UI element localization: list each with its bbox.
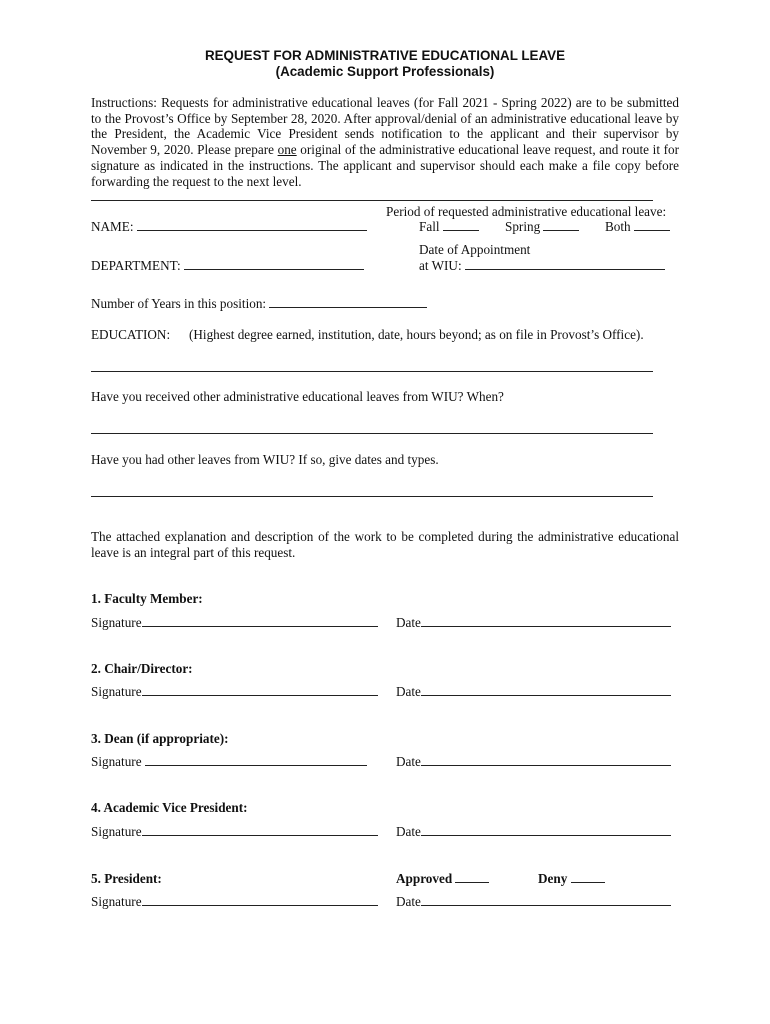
appointment-input-line[interactable]	[465, 258, 665, 270]
date-label: Date	[396, 894, 421, 909]
name-label: NAME:	[91, 219, 134, 234]
other-admin-leaves-question: Have you received other administrative educational leaves from WIU? When?	[91, 389, 504, 404]
both-label: Both	[605, 219, 631, 234]
deny-label: Deny	[538, 871, 568, 886]
department-input-line[interactable]	[184, 258, 364, 270]
signature-field-president[interactable]	[91, 894, 378, 910]
both-input-line[interactable]	[634, 219, 670, 231]
date-label: Date	[396, 754, 421, 769]
spring-input-line[interactable]	[543, 219, 579, 231]
signature-heading-president: 5. President:	[91, 871, 162, 886]
years-label: Number of Years in this position:	[91, 296, 267, 311]
appointment-label-1: Date of Appointment	[419, 242, 531, 257]
department-field[interactable]	[91, 258, 364, 274]
section-divider	[91, 200, 653, 201]
signature-heading-chair: 2. Chair/Director:	[91, 661, 193, 676]
date-input-line[interactable]	[421, 894, 671, 906]
signature-label: Signature	[91, 684, 142, 699]
form-subtitle: (Academic Support Professionals)	[275, 64, 495, 79]
approved-field[interactable]	[396, 871, 489, 887]
signature-field-dean[interactable]	[91, 754, 367, 770]
signature-input-line[interactable]	[142, 615, 378, 627]
education-input-line[interactable]	[91, 371, 653, 372]
signature-heading-avp: 4. Academic Vice President:	[91, 800, 248, 815]
signature-field-faculty[interactable]	[91, 615, 378, 631]
deny-input-line[interactable]	[571, 871, 605, 883]
deny-field[interactable]	[538, 871, 605, 887]
date-input-line[interactable]	[421, 684, 671, 696]
signature-heading-faculty: 1. Faculty Member:	[91, 591, 203, 606]
date-field-president[interactable]	[396, 894, 671, 910]
fall-label: Fall	[419, 219, 440, 234]
approved-input-line[interactable]	[455, 871, 489, 883]
date-label: Date	[396, 824, 421, 839]
date-field-chair[interactable]	[396, 684, 671, 700]
instructions-text-1: Instructions: Requests for administrative educational leaves (for Fall 2021 - Spring 2022) are to be submitted to the Provost’s Office by September 28, 2020. After approval/denial of an administrative educational leave by the President, the Academic Vice President sends notification to the applicant and their supervisor by November 9, 2020. Please prepare	[91, 95, 679, 158]
instructions-paragraph	[91, 95, 679, 189]
spring-option[interactable]	[505, 219, 579, 235]
department-label: DEPARTMENT:	[91, 258, 181, 273]
appointment-label-2: at WIU:	[419, 258, 462, 273]
instructions-emphasis: one	[277, 142, 297, 158]
date-field-avp[interactable]	[396, 824, 671, 840]
date-field-dean[interactable]	[396, 754, 671, 770]
education-hint: (Highest degree earned, institution, date, hours beyond; as on file in Provost’s Office).	[189, 327, 644, 342]
other-leaves-question: Have you had other leaves from WIU? If so, give dates and types.	[91, 452, 439, 467]
signature-field-chair[interactable]	[91, 684, 378, 700]
signature-input-line[interactable]	[142, 824, 378, 836]
signature-label: Signature	[91, 754, 142, 769]
period-label: Period of requested administrative educational leave:	[386, 204, 667, 219]
name-field[interactable]	[91, 219, 367, 235]
signature-field-avp[interactable]	[91, 824, 378, 840]
spring-label: Spring	[505, 219, 541, 234]
date-input-line[interactable]	[421, 615, 671, 627]
date-field-faculty[interactable]	[396, 615, 671, 631]
name-input-line[interactable]	[137, 219, 367, 231]
other-leaves-input-line[interactable]	[91, 496, 653, 497]
appointment-field[interactable]	[419, 258, 665, 274]
signature-heading-dean: 3. Dean (if appropriate):	[91, 731, 229, 746]
fall-input-line[interactable]	[443, 219, 479, 231]
signature-label: Signature	[91, 824, 142, 839]
date-label: Date	[396, 615, 421, 630]
attachment-note: The attached explanation and description of the work to be completed during the administrative educational leave is an integral part of this request.	[91, 529, 679, 560]
instructions-text-2: original of the administrative educational leave request, and route it for signature as indicated in the instructions. The applicant and supervisor should each make a file copy before forwarding the request to the next level.	[91, 142, 679, 189]
years-input-line[interactable]	[269, 296, 427, 308]
signature-label: Signature	[91, 894, 142, 909]
date-label: Date	[396, 684, 421, 699]
form-title: REQUEST FOR ADMINISTRATIVE EDUCATIONAL LEAVE	[204, 48, 566, 63]
date-input-line[interactable]	[421, 754, 671, 766]
both-option[interactable]	[605, 219, 670, 235]
signature-input-line[interactable]	[142, 684, 378, 696]
years-field[interactable]	[91, 296, 427, 312]
other-admin-leaves-input-line[interactable]	[91, 433, 653, 434]
approved-label: Approved	[396, 871, 453, 886]
fall-option[interactable]	[419, 219, 479, 235]
signature-input-line[interactable]	[142, 894, 378, 906]
education-label: EDUCATION:	[91, 327, 171, 342]
signature-label: Signature	[91, 615, 142, 630]
signature-input-line[interactable]	[145, 754, 367, 766]
date-input-line[interactable]	[421, 824, 671, 836]
